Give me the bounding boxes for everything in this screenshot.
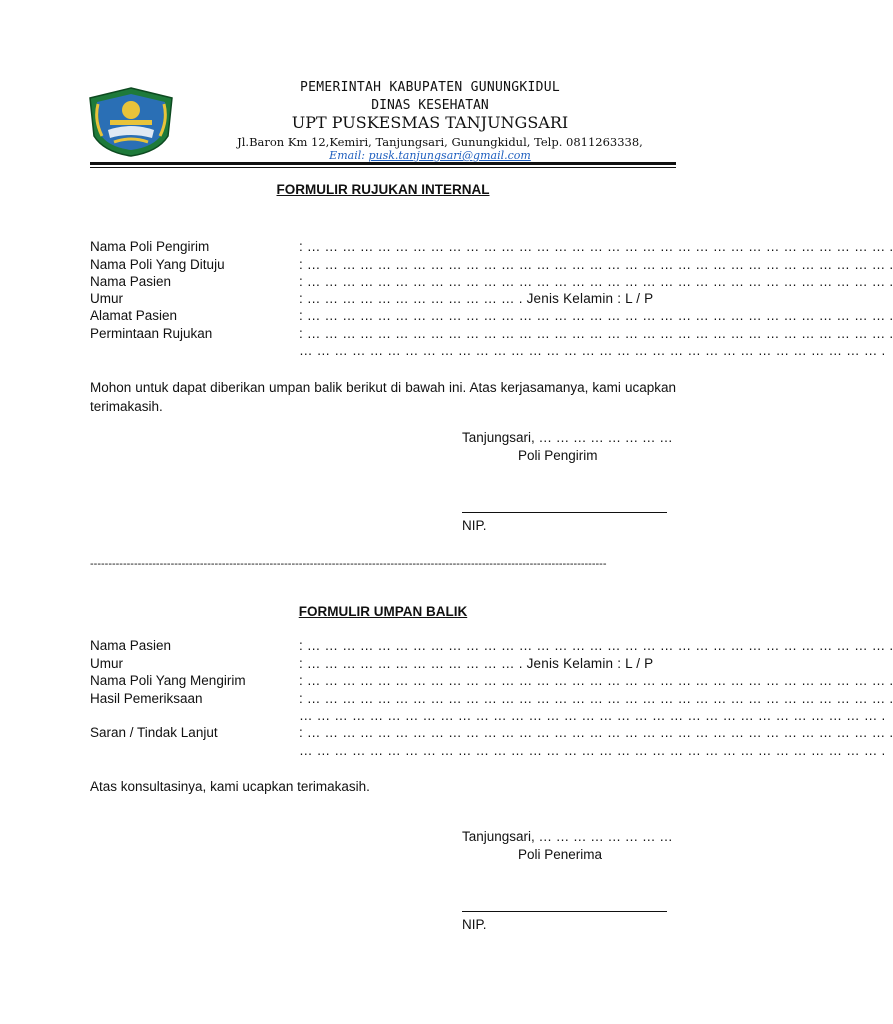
form-row xyxy=(90,673,893,690)
nip-label: NIP. xyxy=(462,518,487,533)
field-blank: : … … … … … … … … … … … … … … … … … … … … … … … … … … … … … … … … … . xyxy=(299,691,893,706)
field-blank: : … … … … … … … … … … … … … … … … … … … … … … … … … … … … … … … … … . xyxy=(299,308,893,323)
form-row xyxy=(90,291,680,308)
header-rule-thick xyxy=(90,162,676,165)
feedback-paragraph: Atas konsultasinya, kami ucapkan terimakasih. xyxy=(90,779,370,794)
field-label: Hasil Pemeriksaan xyxy=(90,691,203,706)
field-label: Nama Poli Yang Mengirim xyxy=(90,673,246,688)
header-address: Jl.Baron Km 12,Kemiri, Tanjungsari, Gunungkidul, Telp. 0811263338, xyxy=(237,135,643,149)
header-institution: UPT PUSKESMAS TANJUNGSARI xyxy=(291,113,569,132)
form-referral-title: FORMULIR RUJUKAN INTERNAL xyxy=(276,182,490,197)
field-label: Nama Poli Yang Dituju xyxy=(90,257,225,272)
field-label: Nama Pasien xyxy=(90,638,172,653)
form-row xyxy=(90,257,893,274)
signature-line xyxy=(462,911,667,912)
form-row xyxy=(90,656,680,673)
field-label: Permintaan Rujukan xyxy=(90,326,213,341)
form-row xyxy=(90,326,893,343)
field-blank: : … … … … … … … … … … … … … … … … … … … … … … … … … … … … … … … … … . xyxy=(299,638,893,653)
email-label: Email: xyxy=(329,149,369,162)
field-blank: : … … … … … … … … … … … … . Jenis Kelamin : L / P xyxy=(299,656,654,671)
signer-title: Poli Pengirim xyxy=(518,448,598,463)
field-blank: : … … … … … … … … … … … … … … … … … … … … … … … … … … … … … … … … … . xyxy=(299,239,893,254)
field-label: Nama Pasien xyxy=(90,274,172,289)
field-blank: : … … … … … … … … … … … … … … … … … … … … … … … … … … … … … … … … … . xyxy=(299,257,893,272)
field-label: Alamat Pasien xyxy=(90,308,178,323)
cut-separator: --------------------------------------------------------------------------------------------------------------------------------------------- xyxy=(90,558,607,570)
referral-paragraph: Mohon untuk dapat diberikan umpan balik berikut di bawah ini. Atas kerjasamanya, kami ucapkan terimakasih. xyxy=(90,380,676,414)
header-email xyxy=(180,149,680,162)
field-blank: … … … … … … … … … … … … … … … … … … … … … … … … … … … … … … … … … . xyxy=(299,708,886,723)
form-feedback-title: FORMULIR UMPAN BALIK xyxy=(298,604,468,619)
form-row xyxy=(90,274,893,291)
field-blank: : … … … … … … … … … … … … . Jenis Kelamin : L / P xyxy=(299,291,654,306)
field-label: Umur xyxy=(90,656,123,671)
place-date: Tanjungsari, … … … … … … … … xyxy=(462,430,673,445)
field-label: Umur xyxy=(90,291,123,306)
kabupaten-emblem-icon xyxy=(88,86,174,158)
header-department: DINAS KESEHATAN xyxy=(371,98,489,113)
field-blank: … … … … … … … … … … … … … … … … … … … … … … … … … … … … … … … … … . xyxy=(299,743,886,758)
field-blank: : … … … … … … … … … … … … … … … … … … … … … … … … … … … … … … … … … . xyxy=(299,274,893,289)
form-row xyxy=(90,239,893,256)
header-rule-thin xyxy=(90,167,676,168)
form-row xyxy=(90,308,893,325)
place-date: Tanjungsari, … … … … … … … … xyxy=(462,829,673,844)
field-blank: … … … … … … … … … … … … … … … … … … … … … … … … … … … … … … … … … . xyxy=(299,343,886,358)
field-blank: : … … … … … … … … … … … … … … … … … … … … … … … … … … … … … … … … … . xyxy=(299,673,893,688)
header-government: PEMERINTAH KABUPATEN GUNUNGKIDUL xyxy=(299,80,561,95)
field-blank: : … … … … … … … … … … … … … … … … … … … … … … … … … … … … … … … … … . xyxy=(299,725,893,740)
nip-label: NIP. xyxy=(462,917,487,932)
field-blank: : … … … … … … … … … … … … … … … … … … … … … … … … … … … … … … … … … . xyxy=(299,326,893,341)
form-row xyxy=(90,343,886,360)
field-label: Nama Poli Pengirim xyxy=(90,239,210,254)
field-label: Saran / Tindak Lanjut xyxy=(90,725,218,740)
signature-line xyxy=(462,512,667,513)
form-row xyxy=(90,638,893,655)
form-row xyxy=(90,708,886,725)
form-row xyxy=(90,743,886,760)
form-row xyxy=(90,691,893,708)
signer-title: Poli Penerima xyxy=(518,847,603,862)
form-row xyxy=(90,725,893,742)
email-link[interactable]: pusk.tanjungsari@gmail.com xyxy=(368,149,531,162)
